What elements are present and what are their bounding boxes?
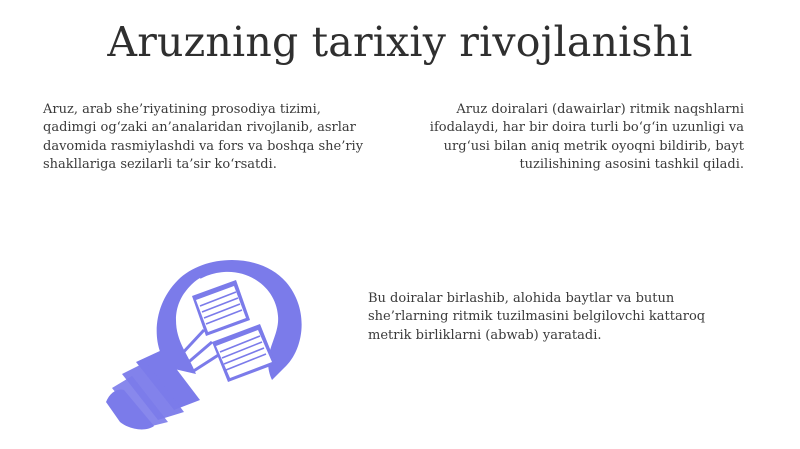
paragraph-bottom: Bu doiralar birlashib, alohida baytlar va butun she’rlarning ritmik tuzilmasini belgilovchi kattaroq metrik birliklarni (abwab) yaratadi. — [368, 291, 706, 343]
paragraph-right: Aruz doiralari (dawairlar) ritmik naqshlarni ifodalaydi, har bir doira turli bo‘g‘in uzunligi va urg‘usi bilan aniq metrik oyoqni bildirib, bayt tuzilishining asosini tashkil qiladi. — [429, 102, 744, 173]
slide-title: Aruzning tarixiy rivojlanishi — [107, 18, 693, 66]
lightbulb-with-open-book-icon — [100, 250, 310, 430]
paragraph-left: Aruz, arab she’riyatining prosodiya tizimi, qadimgi og‘zaki an’analaridan rivojlanib, asrlar davomida rasmiylashdi va fors va boshqa she’riy shakllariga sezilarli ta’sir ko‘rsatdi. — [43, 102, 364, 173]
